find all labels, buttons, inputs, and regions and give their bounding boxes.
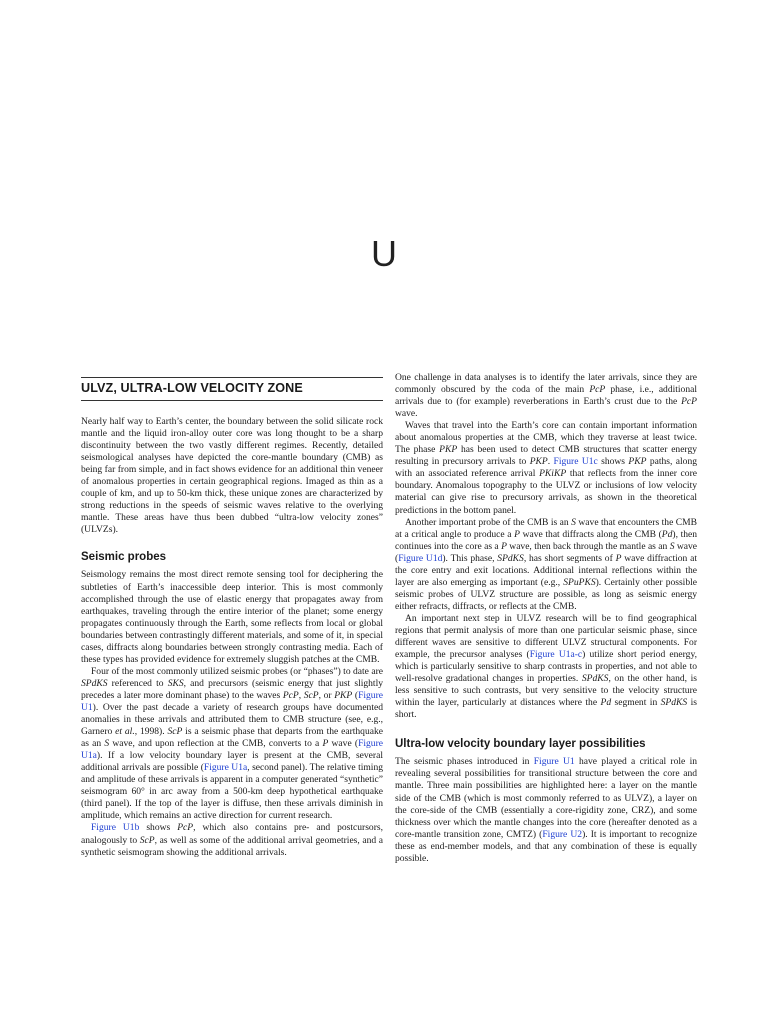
- figure-link-u2[interactable]: Figure U2: [542, 828, 583, 840]
- title-top-rule: [81, 377, 383, 378]
- right-paragraph-1: One challenge in data analyses is to identify the later arrivals, since they are commonly obscured by the coda of the main PcP phase, i.e., additional arrivals due to (for example) reverberations in Earth’s crust due to the PcP wave.: [395, 372, 697, 420]
- figure-link-u1c[interactable]: Figure U1c: [553, 456, 598, 468]
- left-column: [81, 372, 383, 859]
- figure-link-u1a[interactable]: Figure U1a: [81, 738, 383, 762]
- seismic-probes-paragraph-2: Four of the most commonly utilized seismic probes (or “phases”) to date are SPdKS referenced to SKS, and precursors (seismic energy that just slightly precedes a later more dominant phase) to the waves PcP, ScP, or PKP (Figure U1). Over the past decade a variety of research groups have documented anomalies in these arrivals and attributed them to CMB structure (see, e.g., Garnero et al., 1998). ScP is a seismic phase that departs from the earthquake as an S wave, and upon reflection at the CMB, converts to a P wave (Figure U1a). If a low velocity boundary layer is present at the CMB, several additional arrivals are possible (Figure U1a, second panel). The relative timing and amplitude of these arrivals is apparent in a computer generated “synthetic” seismogram 60° in arc away from a 500-km deep hypothetical earthquake (third panel). If the top of the layer is diffuse, then these arrivals diminish in amplitude, which remains an active direction for current research.: [81, 665, 384, 822]
- title-bottom-rule: [81, 400, 383, 401]
- right-paragraph-3: Another important probe of the CMB is an S wave that encounters the CMB at a critical angle to produce a P wave that diffracts along the CMB (Pd), then continues into the core as a P wave, then back through the mantle as an S wave (Figure U1d). This phase, SPdKS, has short segments of P wave diffraction at the core entry and exit locations. Additional internal reflections within the layer are also emerging as important (e.g., SPuPKS). Certainly other possible seismic probes of ULVZ structure are possible, as long as seismic energy either refracts, diffracts, or reflects at the CMB.: [395, 516, 698, 612]
- figure-link-u1-second[interactable]: Figure U1: [533, 756, 575, 768]
- figure-link-u1d[interactable]: Figure U1d: [398, 552, 443, 564]
- section-heading-boundary-layer: Ultra-low velocity boundary layer possibilities: [395, 738, 646, 751]
- entry-title: ULVZ, ULTRA-LOW VELOCITY ZONE: [81, 381, 303, 395]
- intro-paragraph: Nearly half way to Earth’s center, the boundary between the solid silicate rock mantle and the liquid iron-alloy outer core was long thought to be a sharp discontinuity between the two vastly different regimes. Recently, detailed seismological analyses have depicted the core-mantle boundary (CMB) as being far from simple, and in fact shows evidence for an additional thin veneer of anomalous properties in certain geographical regions. Imaged as thin as a couple of km, and up to 50-km thick, these unique zones are characterized by strong reductions in the speeds of seismic waves relative to the overlying mantle. These areas have thus been dubbed “ultra-low velocity zones” (ULVZs).: [81, 416, 383, 536]
- right-paragraph-4: An important next step in ULVZ research will be to find geographical regions that permit analysis of more than one particular seismic phase, since different waves are sensitive to different ULVZ structural components. For example, the precursor analyses (Figure U1a-c) utilize short period energy, which is particularly sensitive to sharp contrasts in properties, and not able to well-resolve gradational changes in properties. SPdKS, on the other hand, is less sensitive to such contrasts, but very sensitive to the velocity structure within the layer, particularly at distances where the Pd segment in SPdKS is short.: [395, 612, 697, 721]
- figure-link-u1b[interactable]: Figure U1b: [91, 822, 140, 834]
- figure-link-u1a-second[interactable]: Figure U1a: [203, 762, 248, 774]
- right-column: [395, 372, 697, 865]
- right-paragraph-2: Waves that travel into the Earth’s core can contain important information about anomalous properties at the CMB, which they traverse at least twice. The phase PKP has been used to detect CMB structures that scatter energy resulting in precursory arrivals to PKP. Figure U1c shows PKP paths, along with an associated reference arrival PKiKP that reflects from the inner core boundary. Anomalous topography to the ULVZ or inclusions of low velocity material can give rise to precursory arrivals, as shown in the theoretical predictions in the bottom panel.: [395, 420, 697, 516]
- seismic-probes-paragraph-1: Seismology remains the most direct remote sensing tool for deciphering the subtleties of Earth’s inaccessible deep interior. This is most commonly accomplished through the use of elastic energy that propagates away from earthquakes, traveling through the entire interior of the planet; some energy propagates continuously through the Earth, some reflects from local or global boundaries between contrastingly different materials, and some of it, in special cases, diffracts along boundaries between strongly contrasting media. Each of these types has provided evidence for extremely sluggish patches at the CMB.: [81, 569, 383, 665]
- figure-link-u1[interactable]: Figure U1: [81, 689, 383, 713]
- section-heading-seismic-probes: Seismic probes: [81, 551, 167, 564]
- boundary-layer-paragraph-1: The seismic phases introduced in Figure U1 have played a critical role in revealing several possibilities for transitional structure between the core and mantle. Three main possibilities are highlighted here: a layer on the mantle side of the CMB (which is most commonly referred to as ULVZ), a layer on the core-side of the CMB (essentially a core-rigidity zone, CRZ), and some thickness over which the mantle changes into the core (hereafter denoted as a core-mantle transition zone, CMTZ) (Figure U2). It is important to recognize these as end-member models, and that any combination of these is equally possible.: [395, 756, 697, 864]
- seismic-probes-paragraph-3: Figure U1b shows PcP, which also contains pre- and postcursors, analogously to ScP, as well as some of the additional arrival geometries, and a synthetic seismogram showing the additional arrivals.: [81, 822, 383, 858]
- figure-link-u1a-c[interactable]: Figure U1a-c: [529, 649, 583, 661]
- page-section-letter: U: [371, 233, 397, 274]
